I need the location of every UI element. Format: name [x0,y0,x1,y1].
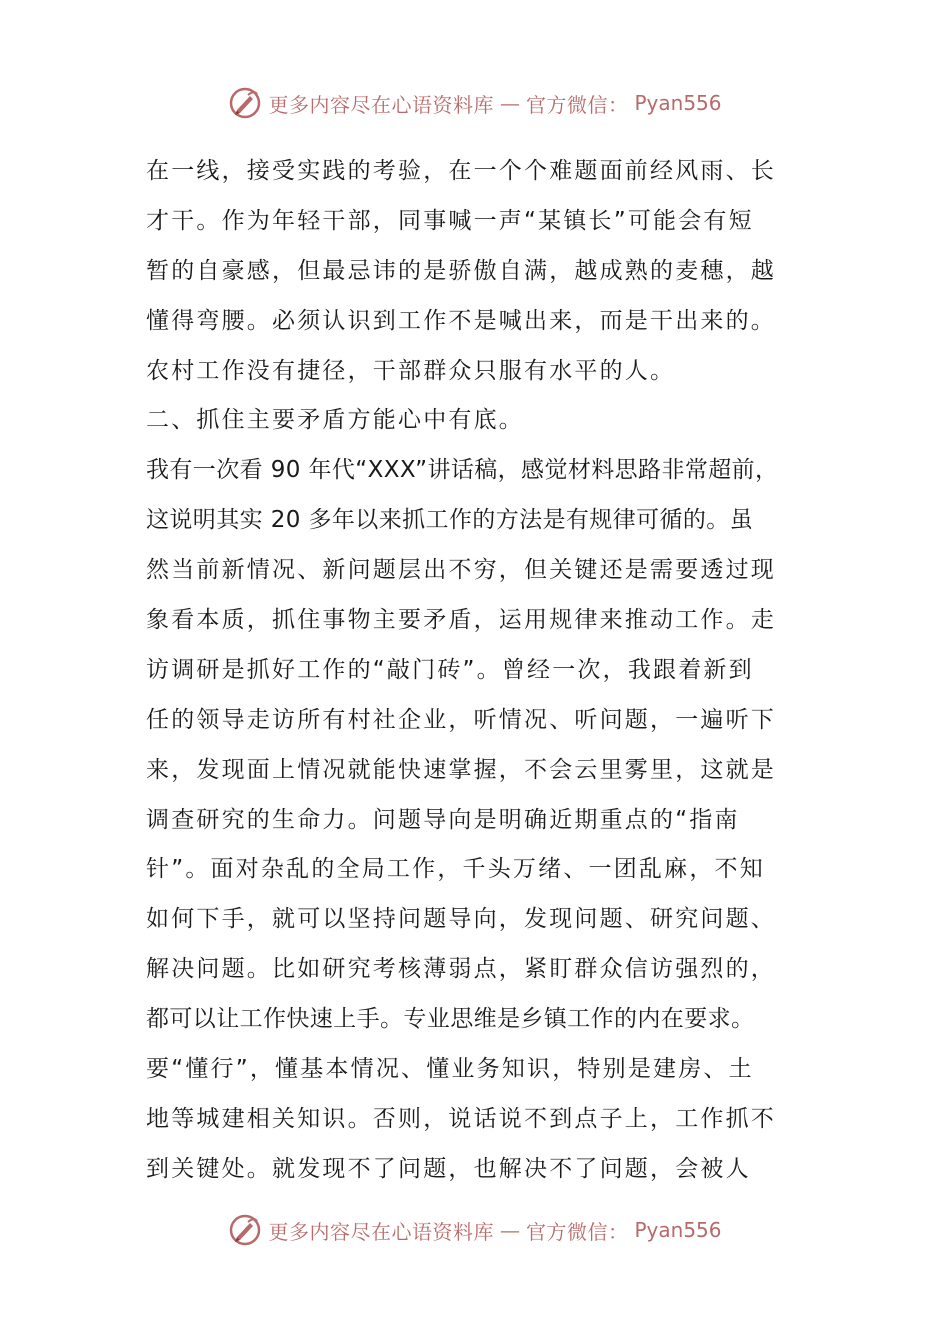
text-line: 针”。面对杂乱的全局工作，千头万绪、一团乱麻，不知 [146,856,765,883]
text-line: 任的领导走访所有村社企业，听情况、听问题，一遍听下 [146,706,776,733]
footer-banner-text: 更多内容尽在心语资料库 [268,1219,494,1244]
footer-banner-separator: — [499,1218,520,1242]
text-line: 这说明其实 20 多年以来抓工作的方法是有规律可循的。虽 [146,507,754,534]
text-line: 然当前新情况、新问题层出不穷，但关键还是需要透过现 [146,557,776,584]
text-line: 来，发现面上情况就能快速掌握，不会云里雾里，这就是 [146,756,776,783]
text-line: 到关键处。就发现不了问题，也解决不了问题，会被人 [146,1155,751,1182]
text-line: 象看本质，抓住事物主要矛盾，运用规律来推动工作。走 [146,607,776,634]
section-heading: 二、抓住主要矛盾方能心中有底。 [146,407,524,434]
header-banner-separator: — [499,91,520,115]
pen-logo-icon [228,1213,262,1247]
text-line: 暂的自豪感，但最忌讳的是骄傲自满，越成熟的麦穗，越 [146,257,776,284]
text-line: 如何下手，就可以坚持问题导向，发现问题、研究问题、 [146,906,776,933]
text-line: 懂得弯腰。必须认识到工作不是喊出来，而是干出来的。 [146,307,776,334]
header-banner-text: 更多内容尽在心语资料库 [268,92,494,117]
footer-contact-label: 官方微信： [525,1219,629,1244]
text-line: 调查研究的生命力。问题导向是明确近期重点的“指南 [146,806,740,833]
pen-logo-icon [228,86,262,120]
text-line: 地等城建相关知识。否则，说话说不到点子上，工作抓不 [146,1105,776,1132]
text-line: 都可以让工作快速上手。专业思维是乡镇工作的内在要求。 [146,1006,755,1033]
text-line: 访调研是抓好工作的“敲门砖”。曾经一次，我跟着新到 [146,656,754,683]
footer-banner [0,1210,950,1250]
header-banner [0,83,950,123]
footer-contact-value: Pyan556 [634,1218,722,1242]
text-line: 解决问题。比如研究考核薄弱点，紧盯群众信访强烈的， [146,956,776,983]
header-contact-value: Pyan556 [634,91,722,115]
header-contact-label: 官方微信： [525,92,629,117]
text-line: 农村工作没有捷径，干部群众只服有水平的人。 [146,357,676,384]
text-line: 我有一次看 90 年代“XXX”讲话稿，感觉材料思路非常超前， [146,457,779,484]
document-body [146,147,810,1195]
text-line: 才干。作为年轻干部，同事喊一声“某镇长”可能会有短 [146,207,754,234]
text-line: 在一线，接受实践的考验，在一个个难题面前经风雨、长 [146,158,776,184]
text-line: 要“懂行”，懂基本情况、懂业务知识，特别是建房、土 [146,1056,754,1083]
